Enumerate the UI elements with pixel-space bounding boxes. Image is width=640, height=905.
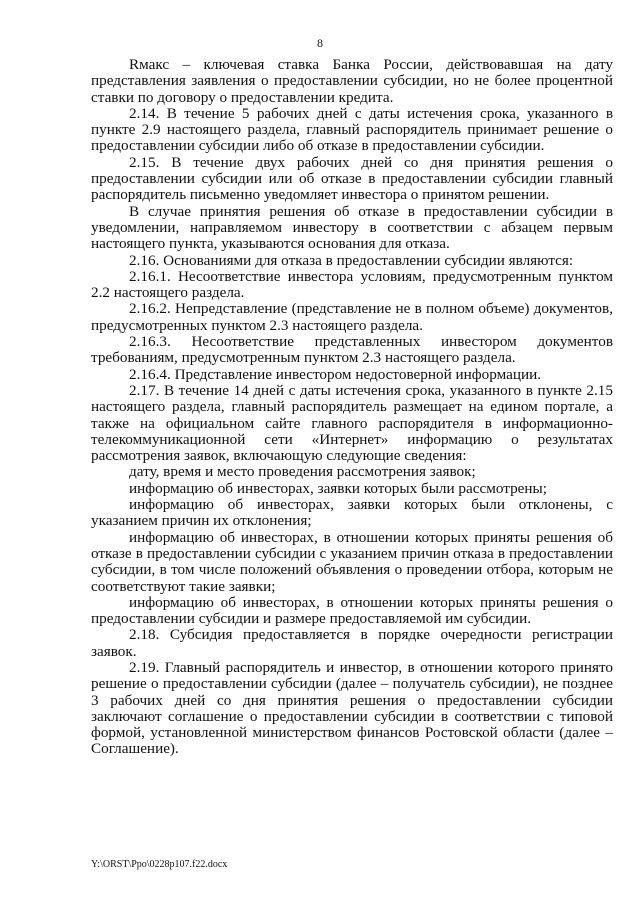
paragraph-2-18: 2.18. Субсидия предоставляется в порядке очередности регистрации заявок. bbox=[91, 626, 613, 660]
list-item-rejected: информацию об инвесторах, заявки которых были отклонены, с указанием причин их отклонения; bbox=[91, 496, 613, 530]
paragraph-2-17: 2.17. В течение 14 дней с даты истечения срока, указанного в пункте 2.15 настоящего раздела, главный распорядитель размещает на едином портале, а также на официальном сайте главного распорядителя в информационно-телекоммуникационной сети «Интернет» информацию о результатах рассмотрения заявок, включающую следующие сведения: bbox=[91, 381, 613, 465]
paragraph-2-16-4: 2.16.4. Представление инвестором недостоверной информации. bbox=[129, 365, 541, 383]
list-item-reviewed: информацию об инвесторах, заявки которых были рассмотрены; bbox=[129, 479, 547, 497]
paragraph-2-19: 2.19. Главный распорядитель и инвестор, в отношении которого принято решение о предоставлении субсидии (далее – получатель субсидии), не позднее 3 рабочих дней со дня принятия решения о предоставлении субсидии заключают соглашение о предоставлении субсидии в соответствии с типовой формой, установленной министерством финансов Ростовской области (далее – Соглашение). bbox=[91, 658, 613, 758]
paragraph-2-16-1: 2.16.1. Несоответствие инвестора условиям, предусмотренным пунктом 2.2 настоящего раздела. bbox=[91, 267, 613, 302]
paragraph-rmax: Rмакс – ключевая ставка Банка России, действовавшая на дату представления заявления о предоставлении субсидии, но не более процентной ставки по договору о предоставлении кредита. bbox=[91, 56, 613, 106]
page-number: 8 bbox=[317, 36, 323, 50]
footer-file-path: Y:\ORST\Ppo\0228p107.f22.docx bbox=[91, 859, 228, 870]
paragraph-2-16-2: 2.16.2. Непредставление (представление не в полном объеме) документов, предусмотренных пунктом 2.3 настоящего раздела. bbox=[91, 300, 613, 334]
list-item-date-time: дату, время и место проведения рассмотрения заявок; bbox=[129, 463, 476, 481]
paragraph-2-16: 2.16. Основаниями для отказа в предоставлении субсидии являются: bbox=[129, 251, 574, 269]
paragraph-refusal-notice: В случае принятия решения об отказе в предоставлении субсидии в уведомлении, направляемом инвестору в соответствии с абзацем первым настоящего пункта, указываются основания для отказа. bbox=[91, 202, 613, 253]
paragraph-2-15: 2.15. В течение двух рабочих дней со дня принятия решения о предоставлении субсидии или об отказе в предоставлении субсидии главный распорядитель письменно уведомляет инвестора о принятом решении. bbox=[91, 153, 613, 204]
list-item-granted: информацию об инвесторах, в отношении которых приняты решения о предоставлении субсидии и размере предоставляемой им субсидии. bbox=[91, 593, 613, 628]
document-body bbox=[91, 57, 613, 758]
list-item-refused: информацию об инвесторах, в отношении которых приняты решения об отказе в предоставлении субсидии с указанием причин отказа в предоставлении субсидии, в том числе положений объявления о проведении отбора, которым не соответствуют такие заявки; bbox=[91, 528, 613, 595]
paragraph-2-14: 2.14. В течение 5 рабочих дней с даты истечения срока, указанного в пункте 2.9 настоящего раздела, главный распорядитель принимает решение о предоставлении субсидии либо об отказе в предоставлении субсидии. bbox=[91, 104, 613, 155]
paragraph-2-16-3: 2.16.3. Несоответствие представленных инвестором документов требованиям, предусмотренным пунктом 2.3 настоящего раздела. bbox=[91, 333, 613, 367]
